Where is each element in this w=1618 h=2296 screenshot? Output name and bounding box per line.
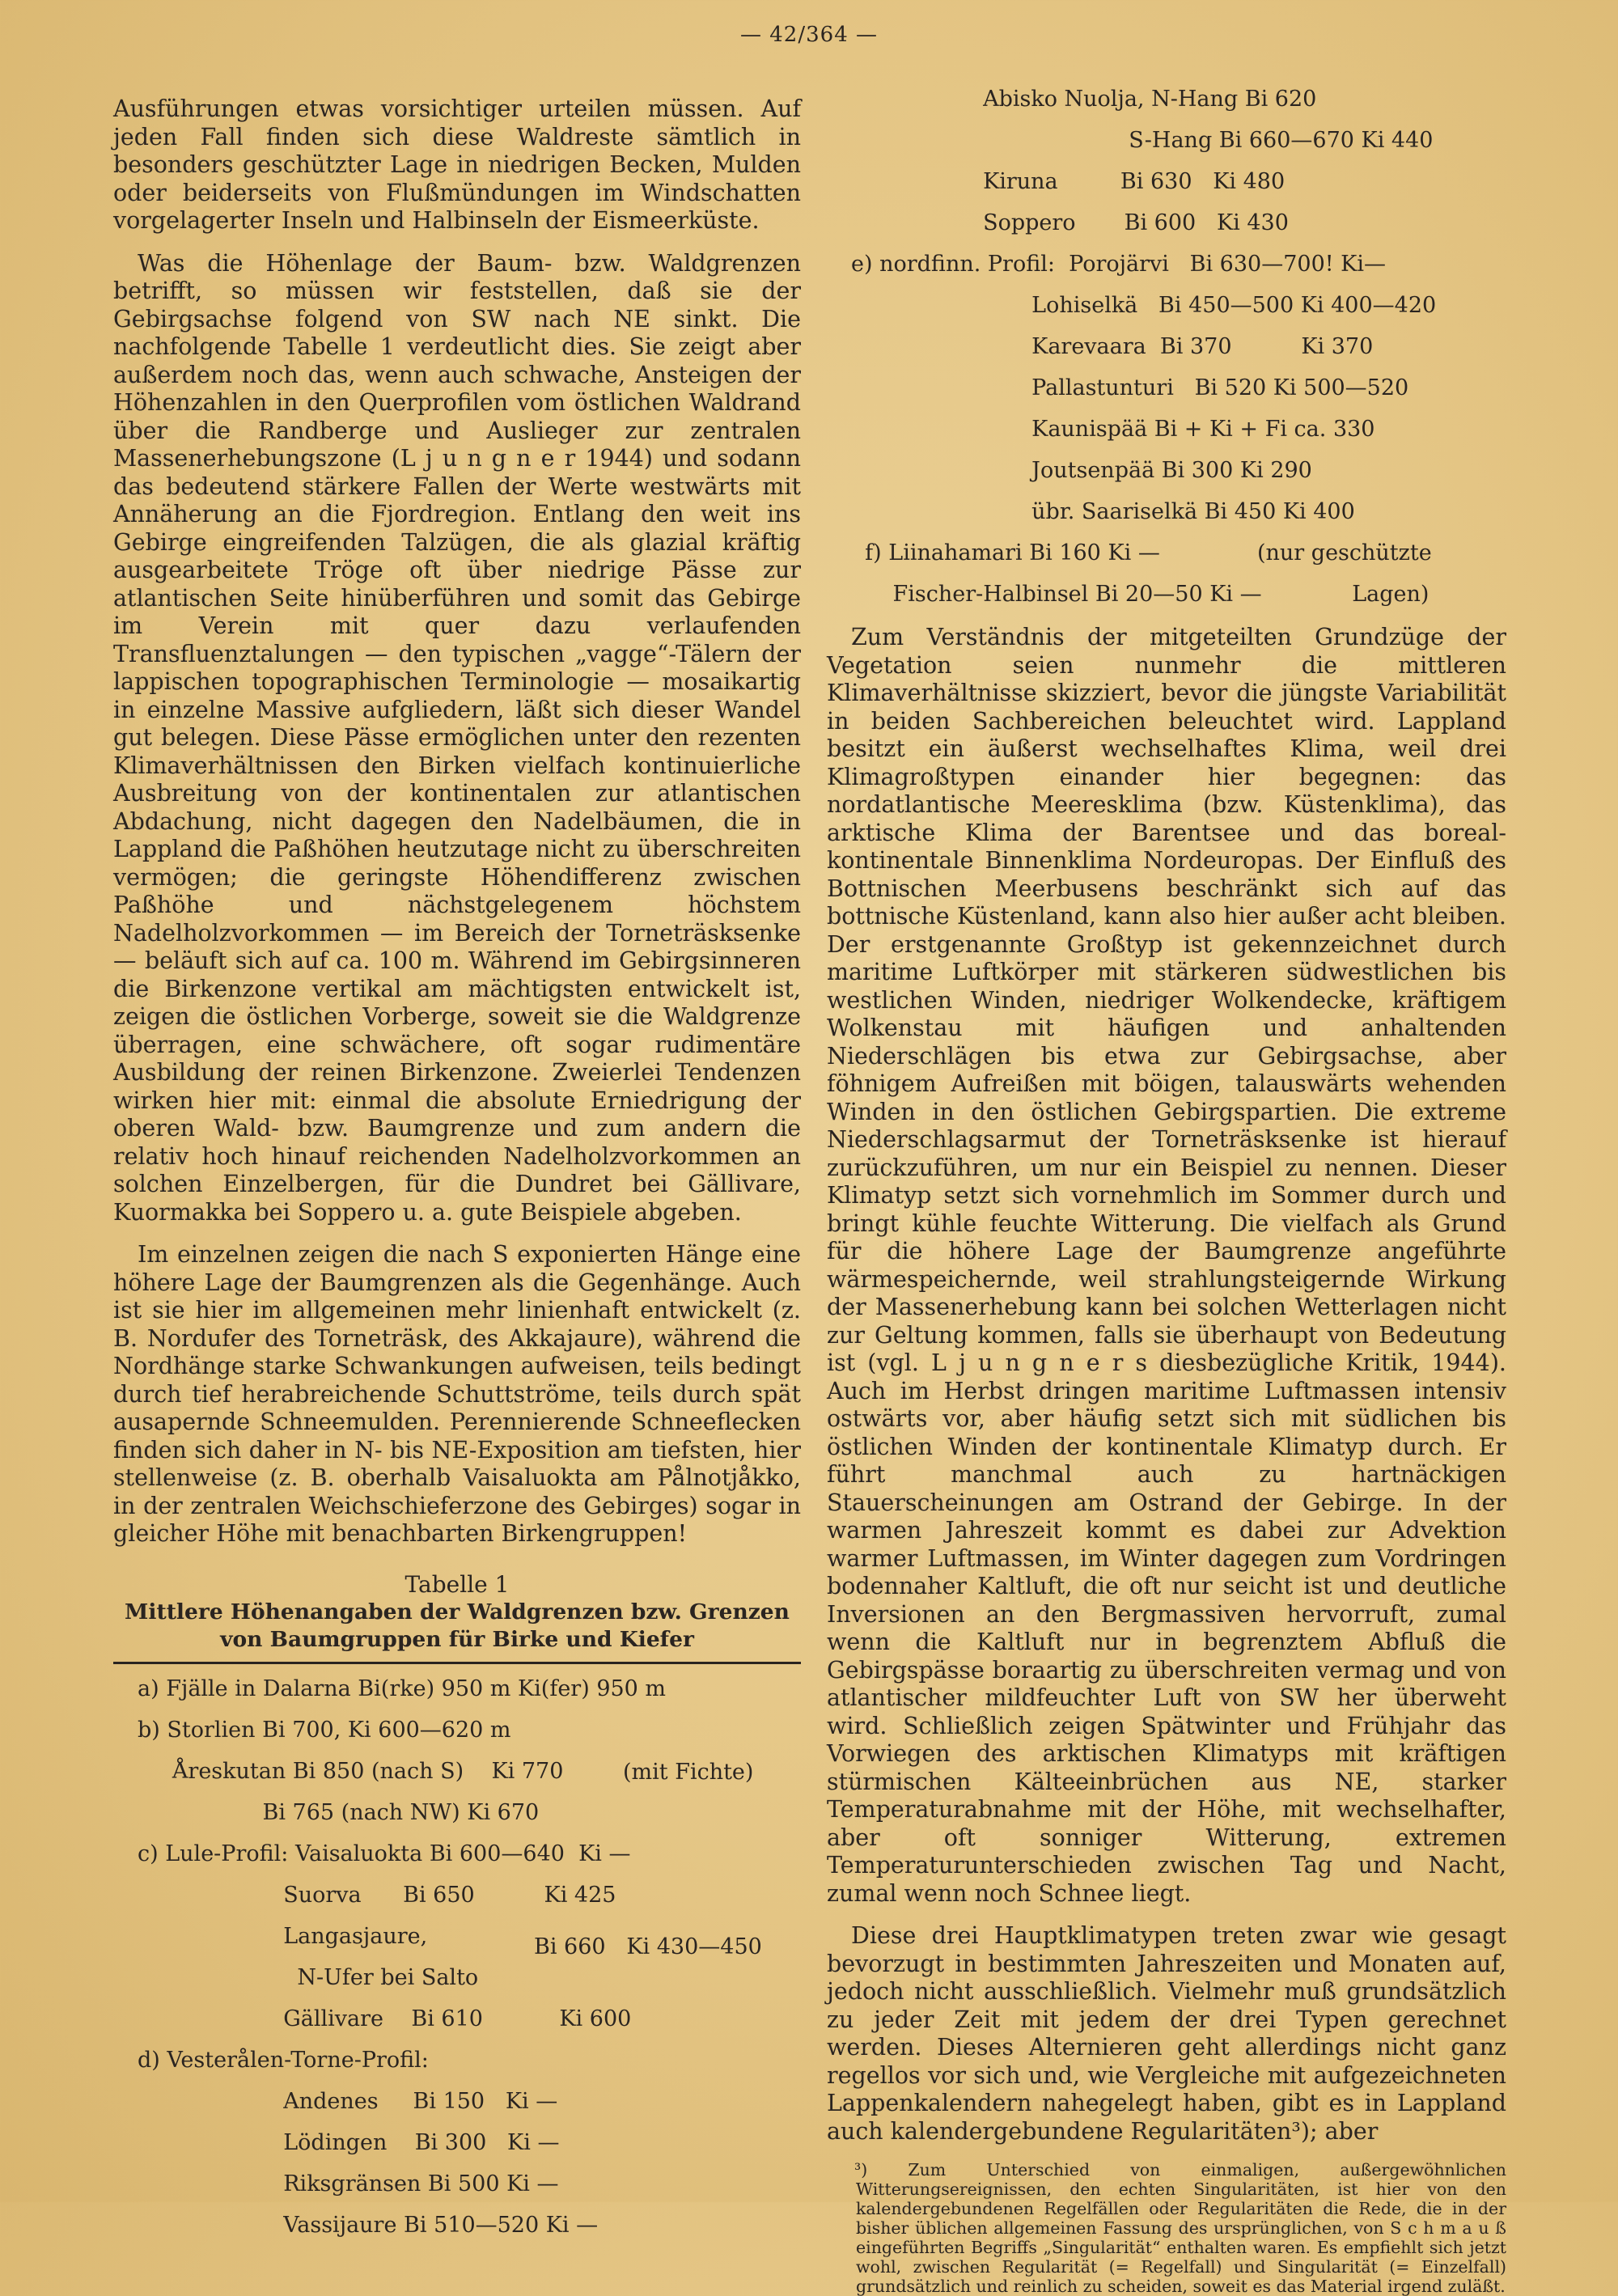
table-row: Fischer-Halbinsel Bi 20—50 Ki — Lagen) [851, 582, 1430, 607]
paragraph: Was die Höhenlage der Baum- bzw. Waldgrenzen betrifft, so müssen wir feststellen, daß sie der Gebirgsachse folgend von SW nach NE sinkt. Die nachfolgende Tabelle 1 verdeutlicht dies. Sie zeigt aber außerdem noch das, wenn auch schwache, Ansteigen der Höhenzahlen in den Querprofilen vom östlichen Waldrand über die Randberge und Auslieger zur zentralen Massenerhebungszone (L j u n g n e r 1944) und sodann das bedeutend stärkere Fallen der Werte westwärts mit Annäherung an die Fjordregion. Entlang den weit ins Gebirge eingreifenden Talzügen, die als glazial kräftig ausgearbeitete Tröge oft über niedrige Pässe zur atlantischen Seite hinüberführen und somit das Gebirge im Verein mit quer dazu verlaufenden Transfluenztalungen — den typischen „vagge“-Tälern der lappischen topographischen Terminologie — mosaikartig in einzelne Massive aufgliedern, läßt sich dieser Wandel gut belegen. Diese Pässe ermöglichen unter den rezenten Klimaverhältnissen den Birken vielfach kontinuierliche Ausbreitung von der kontinentalen zur atlantischen Abdachung, nicht dagegen den Nadelbäumen, die in Lappland die Paßhöhen heutzutage nicht zu überschreiten vermögen; die geringste Höhendifferenz zwischen Paßhöhe und nächstgelegenem höchstem Nadelholzvorkommen — im Bereich der Torneträsksenke — beläuft sich auf ca. 100 m. Während im Gebirgsinneren die Birkenzone vertikal am mächtigsten entwickelt ist, zeigen die östlichen Vorberge, soweit sie die Waldgrenze überragen, eine schwächere, oft sogar rudimentäre Ausbildung der reinen Birkenzone. Zweierlei Tendenzen wirken hier mit: einmal die absolute Erniedrigung der oberen Wald- bzw. Baumgrenze und zum andern die relativ hoch hinauf reichenden Nadelholzvorkommen an solchen Einzelbergen, für die Dundret bei Gällivare, Kuormakka bei Soppero u. a. gute Beispiele abgeben. [113, 249, 801, 1226]
table-row: a) Fjälle in Dalarna Bi(rke) 950 m Ki(fer) 950 m [138, 1675, 667, 1701]
table-row: Bi 765 (nach NW) Ki 670 [138, 1799, 540, 1825]
table-row: Gällivare Bi 610 Ki 600 [138, 2006, 632, 2031]
table-row: Karevaara Bi 370 Ki 370 [851, 334, 1374, 359]
table-row: S-Hang Bi 660—670 Ki 440 [851, 128, 1434, 153]
table-row: Langasjaure, [138, 1923, 428, 1949]
table-note-fichte: (mit Fichte) [623, 1759, 754, 1785]
table-title-line-1: Mittlere Höhenangaben der Waldgrenzen bzw. Grenzen [125, 1599, 790, 1625]
table-row: Åreskutan Bi 850 (nach S) Ki 770 [138, 1758, 564, 1784]
table-row: Riksgränsen Bi 500 Ki — [138, 2171, 559, 2196]
table-title-line-2: von Baumgruppen für Birke und Kiefer [220, 1626, 694, 1652]
paragraph: Diese drei Hauptklimatypen treten zwar wie gesagt bevorzugt in bestimmten Jahreszeiten und Monaten auf, jedoch nicht ausschließlich. Vielmehr muß grundsätzlich zu jeder Zeit mit jedem der drei Typen gerechnet werden. Dieses Alternieren geht allerdings nicht ganz regellos vor sich und, wie Vergleiche mit aufgezeichneten Lappenkalendern nahegelegt haben, gibt es in Lappland auch kalendergebundene Regularitäten³); aber [827, 1922, 1506, 2145]
table-1-continued [827, 86, 1506, 608]
right-column [827, 86, 1506, 2296]
table-row: c) Lule-Profil: Vaisaluokta Bi 600—640 Ki — [138, 1841, 631, 1866]
page-number: — 42/364 — [740, 23, 878, 47]
table-row: Vassijaure Bi 510—520 Ki — [138, 2212, 599, 2238]
table-label: Tabelle 1 [404, 1570, 510, 1598]
table-row: Lohiselkä Bi 450—500 Ki 400—420 [851, 293, 1437, 318]
table-row: d) Vesterålen-Torne-Profil: [138, 2047, 429, 2073]
table-row: e) nordfinn. Profil: Porojärvi Bi 630—700! Ki— [851, 252, 1386, 277]
table-row: Abisko Nuolja, N-Hang Bi 620 [851, 87, 1317, 112]
table-row: Joutsenpää Bi 300 Ki 290 [851, 458, 1312, 483]
table-row: Soppero Bi 600 Ki 430 [851, 210, 1289, 235]
table-row: Kiruna Bi 630 Ki 480 [851, 169, 1286, 194]
table-rule [113, 1662, 801, 1664]
table-row: Andenes Bi 150 Ki — [138, 2088, 558, 2114]
table-1 [113, 1571, 801, 2239]
table-row: N-Ufer bei Salto [138, 1964, 479, 1990]
paragraph: Zum Verständnis der mitgeteilten Grundzüge der Vegetation seien nunmehr die mittleren Klimaverhältnisse skizziert, bevor die jüngste Variabilität in beiden Sachbereichen beleuchtet wird. Lappland besitzt ein äußerst wechselhaftes Klima, weil drei Klimagroßtypen einander hier begegnen: das nordatlantische Meeresklima (bzw. Küstenklima), das arktische Klima der Barentsee und das boreal-kontinentale Binnenklima Nordeuropas. Der Einfluß des Bottnischen Meerbusens beschränkt sich auf das bottnische Küstenland, kann also hier außer acht bleiben. Der erstgenannte Großtyp ist gekennzeichnet durch maritime Luftkörper mit stärkeren südwestlichen bis westlichen Winden, niedriger Wolkendecke, kräftigem Wolkenstau mit häufigen und anhaltenden Niederschlägen bis etwa zur Gebirgsachse, aber föhnigem Aufreißen mit böigen, talauswärts wehenden Winden in den östlichen Gebirgspartien. Die extreme Niederschlagsarmut der Torneträsksenke ist hierauf zurückzuführen, um nur ein Beispiel zu nennen. Dieser Klimatyp setzt sich vornehmlich im Sommer durch und bringt kühle feuchte Witterung. Die vielfach als Grund für die höhere Lage der Baumgrenze angeführte wärmespeichernde, weil strahlungsteigernde Wirkung der Massenerhebung kann bei solchen Wetterlagen nicht zur Geltung kommen, falls sie überhaupt von Bedeutung ist (vgl. L j u n g n e r s diesbezügliche Kritik, 1944). Auch im Herbst dringen maritime Luftmassen intensiv ostwärts vor, aber häufig setzt sich mit südlichen bis östlichen Winden der kontinentale Klimatyp durch. Er führt manchmal auch zu hartnäckigen Stauerscheinungen am Ostrand der Gebirge. In der warmen Jahreszeit kommt es dabei zur Advektion warmer Luftmassen, im Winter dagegen zum Vordringen bodennaher Kaltluft, die oft nur seicht ist und deutliche Inversionen an den Bergmassiven hervorruft, zumal wenn die Kaltluft nur in begrenztem Abfluß die Gebirgspässe boraartig zu überschreiten vermag und von atlantischer mildfeuchter Luft von SW her überweht wird. Schließlich zeigen Spätwinter und Frühjahr das Vorwiegen des arktischen Klimatyps mit kräftigen stürmischen Kälteeinbrüchen aus NE, starker Temperaturabnahme mit der Höhe, mit wechselhafter, aber oft sonniger Witterung, extremen Temperaturunterschieden zwischen Tag und Nacht, zumal wenn noch Schnee liegt. [827, 624, 1506, 1907]
table-row: Suorva Bi 650 Ki 425 [138, 1882, 616, 1908]
table-row: f) Liinahamari Bi 160 Ki — (nur geschützte [851, 540, 1432, 566]
paragraph: Im einzelnen zeigen die nach S exponierten Hänge eine höhere Lage der Baumgrenzen als die Gegenhänge. Auch ist sie hier im allgemeinen mehr linienhaft entwickelt (z. B. Nordufer des Torneträsk, des Akkajaure), während die Nordhänge starke Schwankungen aufweisen, teils bedingt durch tief herabreichende Schuttströme, teils durch spät ausapernde Schneemulden. Perennierende Schneeflecken finden sich daher in N- bis NE-Exposition am tiefsten, hier stellenweise (z. B. oberhalb Vaisaluokta am Pålnotjåkko, in der zentralen Weichschieferzone des Gebirges) sogar in gleicher Höhe mit benachbarten Birkengruppen! [113, 1241, 801, 1547]
footnote: ³) Zum Unterschied von einmaligen, außergewöhnlichen Witterungsereignissen, den echten Singularitäten, ist hier von den kalendergebundenen Regelfällen oder Regularitäten die Rede, die in der bisher üblichen allgemeinen Fassung des ursprünglichen, von S c h m a u ß eingeführten Begriffs „Singularität“ enthalten waren. Es empfiehlt sich jetzt wohl, zwischen Regularität (= Regelfall) und Singularität (= Einzelfall) grundsätzlich und reinlich zu scheiden, soweit es das Material irgend zuläßt. [854, 2160, 1506, 2296]
table-salto-values: Bi 660 Ki 430—450 [534, 1934, 762, 1959]
paragraph: Ausführungen etwas vorsichtiger urteilen müssen. Auf jeden Fall finden sich diese Waldreste sämtlich in besonders geschützter Lage in niedrigen Becken, Mulden oder beiderseits von Flußmündungen im Windschatten vorgelagerter Inseln und Halbinseln der Eismeerküste. [113, 95, 801, 234]
table-row: übr. Saariselkä Bi 450 Ki 400 [851, 499, 1355, 524]
table-row: Lödingen Bi 300 Ki — [138, 2129, 560, 2155]
table-row: Kaunispää Bi + Ki + Fi ca. 330 [851, 417, 1375, 442]
left-column [113, 95, 801, 2253]
table-row: Pallastunturi Bi 520 Ki 500—520 [851, 375, 1409, 400]
table-row: b) Storlien Bi 700, Ki 600—620 m [138, 1717, 511, 1743]
